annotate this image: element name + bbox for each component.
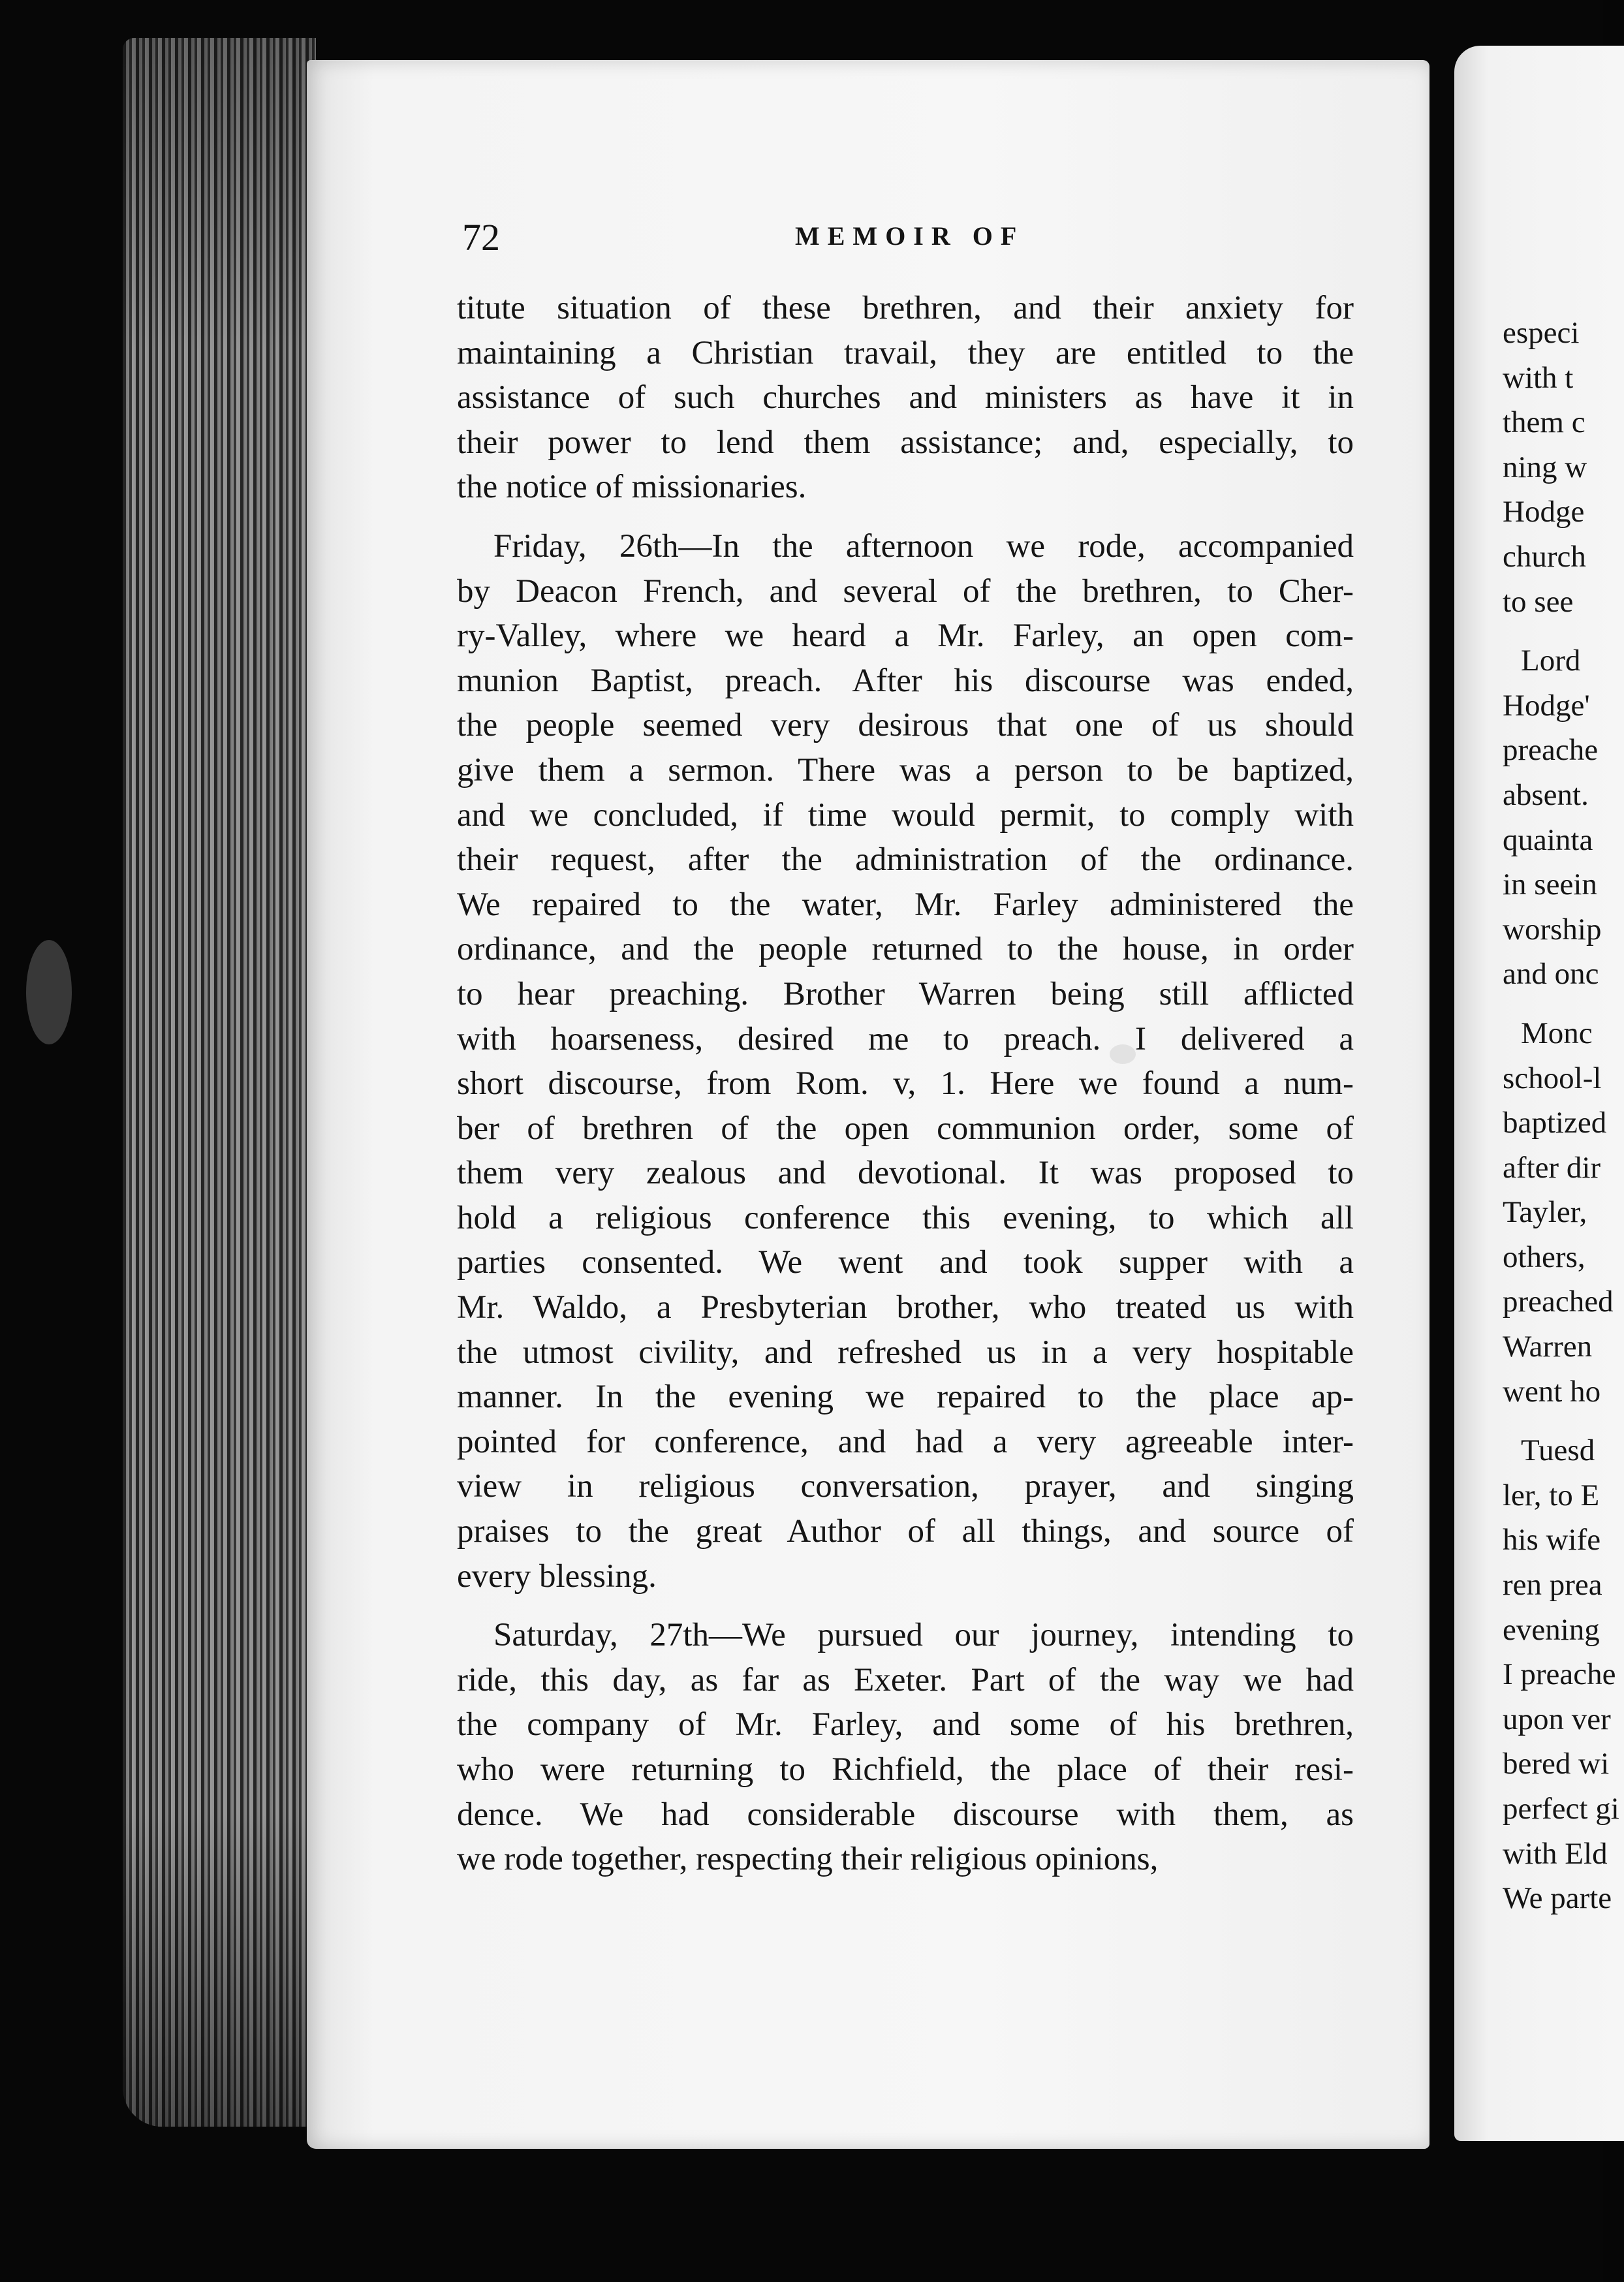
page-edge-shadow [123,38,316,2127]
running-head: MEMOIR OF [795,221,1025,251]
facing-text-line: preache [1503,733,1599,768]
facing-page-text [1503,311,1619,1921]
facing-text-line: ren prea [1503,1568,1602,1602]
facing-text-line: others, [1503,1240,1585,1274]
paragraph [457,524,1354,1599]
facing-text-line: upon ver [1503,1702,1611,1736]
text-line: ride, this day, as far as Exeter. Part of the way we had [457,1661,1354,1698]
text-line: short discourse, from Rom. v, 1. Here we found a num- [457,1065,1354,1102]
text-line: who were returning to Richfield, the place of their resi- [457,1751,1354,1788]
facing-text-line: them c [1503,405,1585,440]
text-line: we rode together, respecting their religious opinions, [457,1841,1159,1878]
facing-text-line: with t [1503,360,1574,395]
facing-text-line: We parte [1503,1881,1612,1916]
paragraph-gap [457,510,1354,524]
paragraph-gap [457,1599,1354,1613]
facing-text-line: baptized [1503,1106,1607,1140]
paragraph [457,1613,1354,1882]
facing-paragraph-gap [1503,624,1607,638]
text-line: their power to lend them assistance; and, especially, to [457,424,1354,461]
facing-text-line: church [1503,539,1586,574]
facing-text-line: his wife [1503,1523,1601,1557]
facing-paragraph-gap [1503,1414,1607,1428]
facing-text-line: Warren [1503,1330,1593,1364]
text-line: maintaining a Christian travail, they are entitled to the [457,334,1354,371]
paragraph [457,286,1354,510]
text-line: with hoarseness, desired me to preach. I delivered a [457,1020,1354,1057]
text-line: by Deacon French, and several of the brethren, to Cher- [457,572,1354,610]
facing-text-line: bered wi [1503,1747,1610,1781]
text-line: titute situation of these brethren, and their anxiety for [457,290,1354,326]
text-line: and we concluded, if time would permit, to comply with [457,796,1354,834]
facing-text-line: and onc [1503,957,1599,992]
text-line: praises to the great Author of all things, and source of [457,1513,1354,1550]
facing-text-line: especi [1503,316,1580,350]
facing-text-line: absent. [1503,777,1589,812]
facing-text-line: perfect gi [1503,1792,1619,1826]
text-line: the company of Mr. Farley, and some of his brethren, [457,1706,1354,1743]
facing-text-line: Tayler, [1503,1195,1587,1230]
text-line: ber of brethren of the open communion order, some of [457,1110,1354,1147]
facing-text-line: evening [1503,1612,1600,1647]
text-line: them very zealous and devotional. It was proposed to [457,1155,1354,1192]
facing-text-line: Hodge' [1503,688,1590,723]
facing-text-line: school-l [1503,1061,1602,1095]
page-header [462,215,1363,258]
text-line: dence. We had considerable discourse with them, as [457,1796,1354,1833]
facing-paragraph-gap [1503,997,1607,1011]
text-line: Friday, 26th—In the afternoon we rode, accompanied [493,527,1354,565]
facing-text-line: quainta [1503,822,1593,857]
facing-text-line: with Eld [1503,1836,1608,1871]
text-line: to hear preaching. Brother Warren being still afflicted [457,975,1354,1012]
facing-text-line: worship [1503,912,1602,946]
text-line: assistance of such churches and ministers as have it in [457,379,1354,416]
text-line: every blessing. [457,1557,657,1595]
text-line: We repaired to the water, Mr. Farley administered the [457,886,1354,923]
text-line: parties consented. We went and took supper with a [457,1244,1354,1281]
facing-text-line: preached [1503,1285,1614,1319]
facing-text-line: I preache [1503,1657,1616,1692]
text-line: ordinance, and the people returned to the house, in order [457,931,1354,968]
text-line: pointed for conference, and had a very agreeable inter- [457,1423,1354,1460]
text-line: their request, after the administration of the ordinance. [457,841,1354,879]
facing-text-line: Tuesd [1521,1433,1595,1468]
text-line: hold a religious conference this evening, to which all [457,1199,1354,1236]
facing-text-line: Lord [1521,644,1581,678]
facing-text-line: to see [1503,584,1574,619]
text-line: the utmost civility, and refreshed us in a very hospitable [457,1334,1354,1371]
text-line: manner. In the evening we repaired to the place ap- [457,1379,1354,1416]
facing-text-line: after dir [1503,1150,1601,1185]
text-line: munion Baptist, preach. After his discourse was ended, [457,662,1354,699]
facing-text-line: Hodge [1503,495,1585,529]
text-line: Mr. Waldo, a Presbyterian brother, who treated us with [457,1289,1354,1326]
page-number: 72 [462,216,500,258]
facing-text-line: Monc [1521,1016,1593,1050]
text-line: give them a sermon. There was a person to be baptized, [457,751,1354,789]
text-line: Saturday, 27th—We pursued our journey, intending to [493,1617,1354,1654]
body-text [457,286,1354,1882]
facing-text-line: ning w [1503,450,1587,484]
text-line: the notice of missionaries. [457,469,807,506]
facing-text-line: went ho [1503,1374,1601,1409]
text-line: the people seemed very desirous that one of us should [457,707,1354,744]
facing-text-line: ler, to E [1503,1478,1600,1512]
text-line: view in religious conversation, prayer, and singing [457,1468,1354,1505]
facing-text-line: in seein [1503,867,1597,902]
stain-mark [26,940,72,1044]
text-line: ry-Valley, where we heard a Mr. Farley, an open com- [457,617,1354,655]
